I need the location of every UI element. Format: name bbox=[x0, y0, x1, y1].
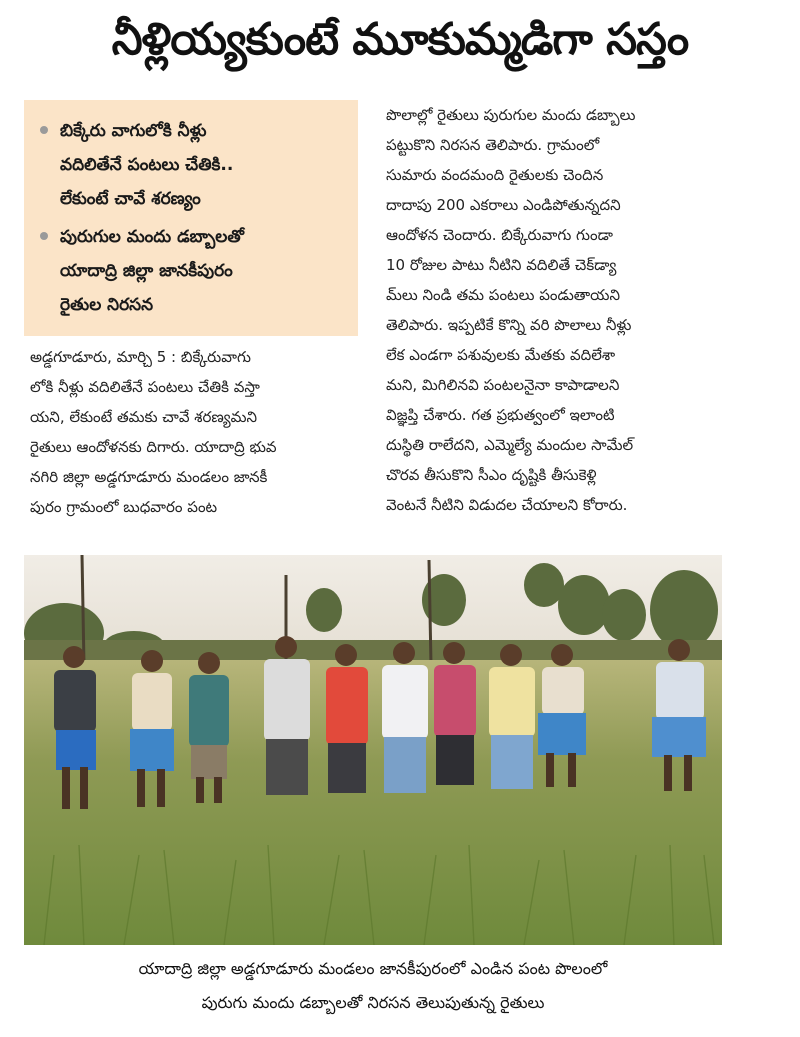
body-line: పొలాల్లో రైతులు పురుగుల మందు డబ్బాలు bbox=[386, 106, 636, 124]
highlight-line: రైతుల నిరసన bbox=[60, 295, 154, 315]
body-line: చొరవ తీసుకొని సీఎం దృష్టికి తీసుకెళ్లి bbox=[386, 466, 597, 484]
photo-caption bbox=[24, 952, 722, 1020]
news-photo bbox=[24, 555, 722, 945]
body-line: మని, మిగిలినవి పంటలనైనా కాపాడాలని bbox=[386, 376, 620, 394]
article-column-right bbox=[386, 100, 722, 520]
body-line: తెలిపారు. ఇప్పటికే కొన్ని వరి పొలాలు నీళ్లు bbox=[386, 316, 632, 334]
body-line: సుమారు వందమంది రైతులకు చెందిన bbox=[386, 166, 604, 184]
caption-line: యాదాద్రి జిల్లా అడ్డగూడూరు మండలం జానకీపురంలో ఎండిన పంట పొలంలో bbox=[138, 959, 608, 978]
bullet-icon bbox=[40, 126, 48, 134]
article-column-left bbox=[30, 342, 360, 522]
caption-line: పురుగు మందు డబ్బాలతో నిరసన తెలుపుతున్న రైతులు bbox=[201, 993, 545, 1012]
body-line: పట్టుకొని నిరసన తెలిపారు. గ్రామంలో bbox=[386, 136, 600, 154]
body-line: రైతులు ఆందోళనకు దిగారు. యాదాద్రి భువ bbox=[30, 438, 277, 456]
body-line: పురం గ్రామంలో బుధవారం పంట bbox=[30, 498, 218, 516]
body-line: వెంటనే నీటిని విడుదల చేయాలని కోరారు. bbox=[386, 496, 628, 514]
farmers-protest-photo bbox=[24, 555, 722, 945]
body-line: లోకి నీళ్లు వదిలితేనే పంటలు చేతికి వస్తా bbox=[30, 378, 260, 396]
highlight-line: పురుగుల మందు డబ్బాలతో bbox=[60, 227, 244, 247]
body-line: యని, లేకుంటే తమకు చావే శరణ్యమని bbox=[30, 408, 258, 426]
body-line: లేక ఎండగా పశువులకు మేతకు వదిలేశా bbox=[386, 346, 616, 364]
body-line: దాదాపు 200 ఎకరాలు ఎండిపోతున్నదని bbox=[386, 196, 621, 214]
body-line: దుస్థితి రాలేదని, ఎమ్మెల్యే మందుల సామేల్ bbox=[386, 436, 634, 454]
body-line: 10 రోజుల పాటు నీటిని వదిలితే చెక్‌డ్యా bbox=[386, 256, 617, 274]
headline: నీళ్లియ్యకుంటే మూకుమ్మడిగా సస్తం bbox=[111, 14, 689, 65]
highlight-line: వదిలితేనే పంటలు చేతికి.. bbox=[60, 155, 234, 175]
highlights-box bbox=[24, 100, 358, 336]
body-line: మ్‌లు నిండి తమ పంటలు పండుతాయని bbox=[386, 286, 620, 304]
highlight-item bbox=[40, 220, 348, 322]
highlight-line: బిక్కేరు వాగులోకి నీళ్లు bbox=[60, 121, 207, 141]
body-line: ఆందోళన చెందారు. బిక్కేరువాగు గుండా bbox=[386, 226, 613, 244]
highlight-line: యాదాద్రి జిల్లా జానకీపురం bbox=[60, 261, 233, 281]
body-line: విజ్ఞప్తి చేశారు. గత ప్రభుత్వంలో ఇలాంటి bbox=[386, 406, 615, 424]
bullet-icon bbox=[40, 232, 48, 240]
highlight-line: లేకుంటే చావే శరణ్యం bbox=[60, 189, 201, 209]
highlight-item bbox=[40, 114, 348, 216]
body-line: అడ్డగూడూరు, మార్చి 5 : బిక్కేరువాగు bbox=[30, 348, 251, 366]
body-line: నగిరి జిల్లా అడ్డగూడూరు మండలం జానకీ bbox=[30, 468, 268, 486]
